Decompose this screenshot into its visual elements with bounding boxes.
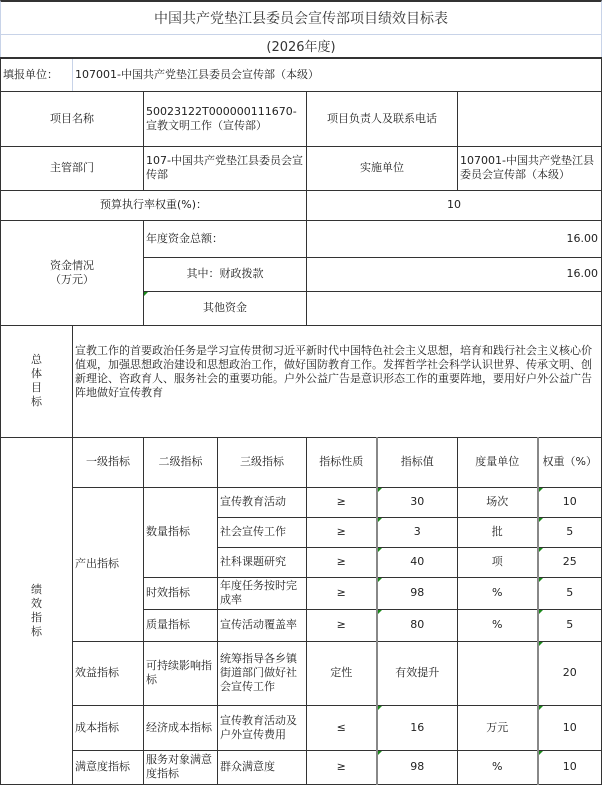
- header-unit: 度量单位: [458, 437, 538, 487]
- project-name-value: 50023122T000000111670-宣教文明工作（宣传部）: [144, 91, 307, 146]
- performance-label: [1, 437, 73, 784]
- nature-cell: ≥: [307, 517, 377, 547]
- indicator-row: [1, 487, 602, 517]
- funds-label: [1, 220, 144, 325]
- value-cell: 3: [377, 517, 458, 547]
- value-cell: 98: [377, 577, 458, 609]
- unit-cell: %: [458, 577, 538, 609]
- weight-cell: 10: [538, 487, 602, 517]
- project-leader-label: 项目负责人及联系电话: [307, 91, 458, 146]
- performance-label-char: 指: [31, 610, 42, 624]
- budget-weight-value: 10: [307, 190, 602, 220]
- level1-satisfaction: 满意度指标: [73, 750, 144, 784]
- performance-table: [0, 57, 602, 785]
- level2-service-sat: 服务对象满意度指标: [144, 750, 218, 784]
- nature-cell: ≥: [307, 577, 377, 609]
- header-value: 指标值: [377, 437, 458, 487]
- project-name-row: [1, 91, 602, 146]
- impl-unit-value: 107001-中国共产党垫江县委员会宣传部（本级）: [458, 146, 602, 190]
- nature-cell: ≥: [307, 547, 377, 577]
- level1-output: 产出指标: [73, 487, 144, 641]
- reporting-unit-value: 107001-中国共产党垫江县委员会宣传部（本级）: [73, 58, 602, 91]
- overall-goal-row: [1, 325, 602, 437]
- weight-cell: 5: [538, 577, 602, 609]
- header-weight: 权重（%）: [538, 437, 602, 487]
- nature-cell: 定性: [307, 641, 377, 705]
- budget-weight-row: [1, 190, 602, 220]
- value-cell: 80: [377, 609, 458, 641]
- funds-label-line1: 资金情况: [50, 258, 94, 272]
- value-cell: 16: [377, 705, 458, 750]
- page-title: 中国共产党垫江县委员会宣传部项目绩效目标表: [0, 0, 602, 35]
- level3-cell: 统筹指导各乡镇街道部门做好社会宣传工作: [218, 641, 307, 705]
- weight-cell: 5: [538, 609, 602, 641]
- header-level3: 三级指标: [218, 437, 307, 487]
- reporting-unit-row: [1, 58, 602, 91]
- level3-cell: 年度任务按时完成率: [218, 577, 307, 609]
- funds-other-value: [307, 291, 602, 325]
- value-cell: 98: [377, 750, 458, 784]
- nature-cell: ≥: [307, 609, 377, 641]
- level3-cell: 社会宣传工作: [218, 517, 307, 547]
- project-name-label: 项目名称: [1, 91, 144, 146]
- funds-fiscal-value: 16.00: [307, 257, 602, 291]
- fiscal-year: (2026年度): [0, 33, 602, 57]
- value-cell: 有效提升: [377, 641, 458, 705]
- unit-cell: [458, 641, 538, 705]
- funds-fiscal-label: 其中：财政拨款: [144, 257, 307, 291]
- value-cell: 30: [377, 487, 458, 517]
- reporting-unit-label: 填报单位：: [1, 58, 73, 91]
- unit-cell: 项: [458, 547, 538, 577]
- level3-cell: 社科课题研究: [218, 547, 307, 577]
- unit-cell: 批: [458, 517, 538, 547]
- overall-goal-label-char: 总: [31, 353, 42, 366]
- performance-label-char: 标: [31, 624, 42, 638]
- nature-cell: ≥: [307, 487, 377, 517]
- unit-cell: 场次: [458, 487, 538, 517]
- indicator-row: [1, 641, 602, 705]
- overall-goal-label-char: 目: [31, 381, 42, 394]
- funds-other-label: 其他资金: [144, 291, 307, 325]
- performance-label-char: 绩: [31, 582, 42, 596]
- level3-cell: 宣传教育活动及户外宣传费用: [218, 705, 307, 750]
- indicator-row: [1, 705, 602, 750]
- overall-goal-label-char: 体: [31, 367, 42, 380]
- unit-cell: %: [458, 609, 538, 641]
- level2-timeliness: 时效指标: [144, 577, 218, 609]
- funds-total-label: 年度资金总额：: [144, 220, 307, 257]
- dept-label: 主管部门: [1, 146, 144, 190]
- overall-goal-label-char: 标: [31, 395, 42, 408]
- level2-quality: 质量指标: [144, 609, 218, 641]
- weight-cell: 5: [538, 517, 602, 547]
- funds-label-line2: （万元）: [50, 272, 94, 286]
- weight-cell: 10: [538, 705, 602, 750]
- funds-total-value: 16.00: [307, 220, 602, 257]
- overall-goal-label: [1, 325, 73, 437]
- funds-total-row: [1, 220, 602, 257]
- weight-cell: 25: [538, 547, 602, 577]
- level2-sustain: 可持续影响指标: [144, 641, 218, 705]
- department-row: [1, 146, 602, 190]
- performance-label-char: 效: [31, 596, 42, 610]
- header-level2: 二级指标: [144, 437, 218, 487]
- impl-unit-label: 实施单位: [307, 146, 458, 190]
- header-nature: 指标性质: [307, 437, 377, 487]
- unit-cell: %: [458, 750, 538, 784]
- level1-benefit: 效益指标: [73, 641, 144, 705]
- weight-cell: 10: [538, 750, 602, 784]
- header-level1: 一级指标: [73, 437, 144, 487]
- nature-cell: ≥: [307, 750, 377, 784]
- budget-weight-label: 预算执行率权重(%)：: [1, 190, 307, 220]
- value-cell: 40: [377, 547, 458, 577]
- unit-cell: 万元: [458, 705, 538, 750]
- weight-cell: 20: [538, 641, 602, 705]
- level2-quantity: 数量指标: [144, 487, 218, 577]
- level2-econ-cost: 经济成本指标: [144, 705, 218, 750]
- project-leader-value: [458, 91, 602, 146]
- indicator-row: [1, 750, 602, 784]
- level1-cost: 成本指标: [73, 705, 144, 750]
- level3-cell: 群众满意度: [218, 750, 307, 784]
- level3-cell: 宣传活动覆盖率: [218, 609, 307, 641]
- indicator-header-row: [1, 437, 602, 487]
- dept-value: 107-中国共产党垫江县委员会宣传部: [144, 146, 307, 190]
- overall-goal-text: 宣教工作的首要政治任务是学习宣传贯彻习近平新时代中国特色社会主义思想，培育和践行社会主义核心价值观，加强思想政治建设和思想政治工作，做好国防教育工作。发挥哲学社会科学认识世界、传承文明、创新理论、咨政育人、服务社会的重要功能。户外公益广告是意识形态工作的重要阵地，要用好户外公益广告阵地做好宣传教育: [73, 325, 602, 437]
- nature-cell: ≤: [307, 705, 377, 750]
- level3-cell: 宣传教育活动: [218, 487, 307, 517]
